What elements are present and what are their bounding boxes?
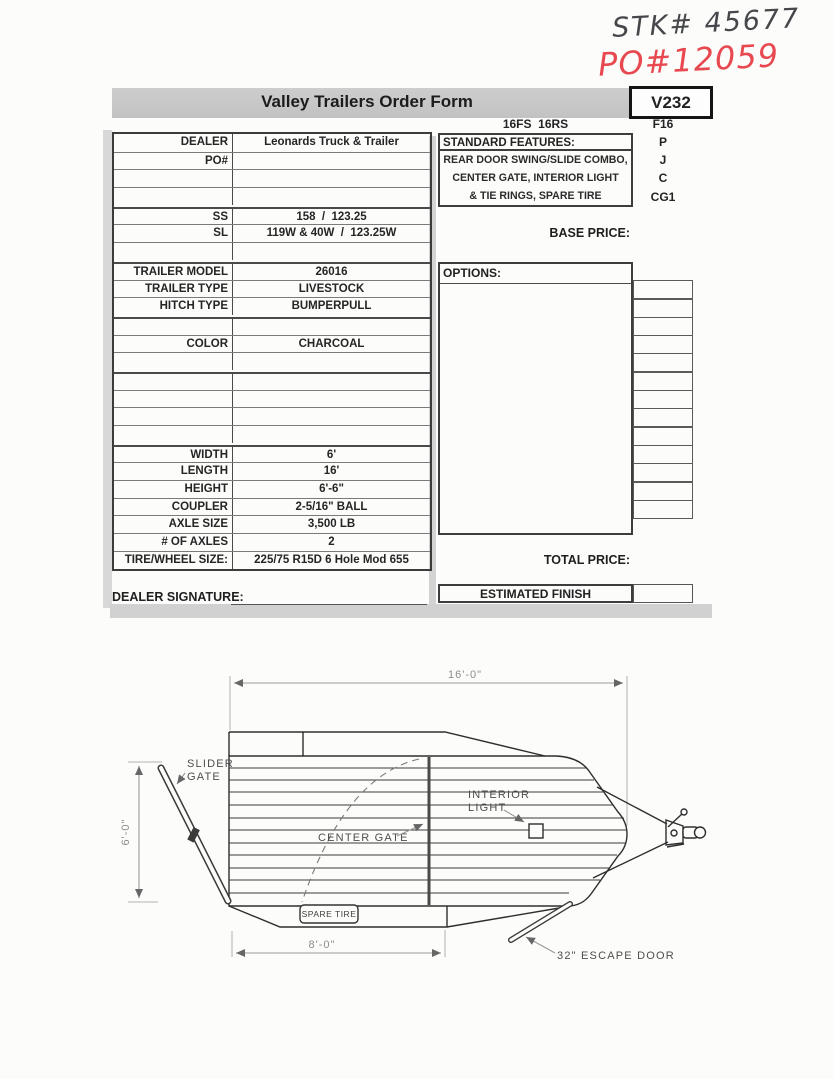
handwritten-po-number: PO#12059 [597, 36, 780, 84]
interior-light-label-2: LIGHT [468, 802, 507, 814]
submodel-codes: 16FS 16RS [502, 117, 569, 131]
row-value: BUMPERPULL [291, 300, 372, 313]
row-value [233, 353, 430, 370]
row-value: 6' [326, 448, 337, 461]
table-row [114, 551, 430, 569]
row-value: 158 / 123.25 [296, 210, 367, 223]
center-gate-callout [318, 824, 423, 844]
row-label: WIDTH [114, 447, 233, 463]
row-label: DEALER [114, 134, 233, 152]
table-row [114, 407, 430, 425]
standard-features-box [438, 133, 633, 207]
option-price-cell [633, 353, 693, 373]
row-value: 119W & 40W / 123.25W [266, 227, 397, 240]
feature-codes-column [633, 135, 693, 208]
feature-code: C [658, 171, 668, 186]
jack-plate-hole [671, 830, 677, 836]
row-value: 2-5/16" BALL [295, 500, 368, 513]
table-row [114, 224, 430, 242]
table-row [114, 187, 430, 205]
row-label [114, 391, 233, 408]
row-value [233, 391, 430, 408]
table-row [114, 335, 430, 353]
table-row [114, 134, 430, 152]
row-label: # OF AXLES [114, 534, 233, 551]
feature-line: & TIE RINGS, SPARE TIRE [469, 190, 602, 202]
row-label [114, 374, 233, 390]
model-code-box: V232 [629, 86, 713, 119]
slider-gate-label-1: SLIDER [187, 758, 234, 770]
row-value [233, 426, 430, 443]
table-row [114, 262, 430, 280]
row-value [233, 408, 430, 425]
page-title: Valley Trailers Order Form [261, 92, 473, 111]
scan-shadow-bottom [110, 604, 712, 618]
length-dim-text: 16'-0" [447, 669, 483, 681]
escape-door-label: 32" ESCAPE DOOR [557, 950, 675, 962]
row-label [114, 170, 233, 187]
row-label [114, 353, 233, 370]
interior-light-label-1: INTERIOR [468, 789, 531, 801]
row-label [114, 426, 233, 443]
row-label: PO# [114, 153, 233, 170]
feature-line: REAR DOOR SWING/SLIDE COMBO, [443, 154, 628, 166]
row-label: AXLE SIZE [114, 516, 233, 533]
spare-tire-label: SPARE TIRE [301, 909, 357, 919]
table-row [114, 372, 430, 390]
options-box [438, 262, 633, 535]
option-price-cell [633, 500, 693, 520]
interior-light-marker [529, 824, 543, 838]
center-gate-label: CENTER GATE [318, 832, 409, 844]
table-row [114, 445, 430, 463]
option-price-cell [633, 371, 693, 391]
row-value: 26016 [315, 265, 348, 278]
feature-code: J [659, 153, 667, 168]
row-label: COUPLER [114, 499, 233, 516]
row-value: 2 [328, 536, 335, 549]
option-price-cell [633, 335, 693, 355]
row-label: TRAILER MODEL [114, 264, 233, 280]
row-value [233, 153, 430, 170]
table-row [114, 425, 430, 443]
rear-section-dim-text: 8'-0" [308, 939, 336, 951]
spec-table [112, 132, 432, 571]
option-price-cell [633, 317, 693, 337]
slider-gate-label-2: GATE [187, 771, 221, 783]
option-price-cell [633, 426, 693, 446]
row-label: SS [114, 209, 233, 225]
row-label [114, 188, 233, 205]
scan-shadow-left [103, 130, 112, 608]
table-row [114, 352, 430, 370]
option-price-cell [633, 408, 693, 428]
height-dimension [120, 762, 162, 902]
option-price-column [633, 280, 693, 519]
standard-features-body [438, 151, 633, 207]
feature-code: CG1 [650, 189, 676, 204]
table-row [114, 297, 430, 315]
row-value [233, 374, 430, 390]
row-label: COLOR [114, 336, 233, 353]
height-dim-text: 6'-0" [120, 818, 132, 846]
row-value: CHARCOAL [298, 337, 365, 350]
submodel-code-f16: F16 [652, 117, 674, 131]
options-header: OPTIONS: [440, 264, 631, 284]
option-price-cell [633, 280, 693, 300]
base-price-label: BASE PRICE: [549, 226, 630, 240]
coupler-ball-socket [695, 827, 706, 838]
row-value: Leonards Truck & Trailer [264, 136, 399, 148]
table-row [114, 317, 430, 335]
table-row [114, 280, 430, 298]
estimated-finish-box: ESTIMATED FINISH [438, 584, 633, 603]
table-row [114, 462, 430, 480]
table-row [114, 390, 430, 408]
trailer-diagram [0, 640, 834, 1050]
option-price-cell [633, 445, 693, 465]
title-bar [112, 88, 712, 118]
row-label: TIRE/WHEEL SIZE: [114, 552, 233, 569]
row-value: LIVESTOCK [298, 282, 365, 295]
row-value [233, 243, 430, 260]
trailer-body [229, 732, 627, 906]
table-row [114, 533, 430, 551]
feature-code: P [658, 135, 667, 149]
table-row [114, 480, 430, 498]
trailer-skirt [229, 906, 571, 927]
table-row [114, 152, 430, 170]
jack-handle-knob [681, 809, 687, 815]
row-label: HEIGHT [114, 481, 233, 498]
dealer-signature-line [231, 604, 427, 605]
handwritten-stock-number: STK# 45677 [611, 3, 802, 44]
option-price-cell [633, 390, 693, 410]
row-value: 225/75 R15D 6 Hole Mod 655 [254, 553, 409, 566]
row-value [233, 188, 430, 205]
table-row [114, 515, 430, 533]
table-row [114, 207, 430, 225]
total-price-label: TOTAL PRICE: [543, 553, 630, 567]
option-price-cell [633, 481, 693, 501]
row-value: 3,500 LB [307, 518, 356, 531]
table-row [114, 498, 430, 516]
row-label [114, 243, 233, 260]
row-value [233, 319, 430, 335]
feature-line: CENTER GATE, INTERIOR LIGHT [452, 172, 619, 184]
option-price-cell [633, 463, 693, 483]
table-row [114, 242, 430, 260]
dealer-signature-label: DEALER SIGNATURE: [112, 590, 244, 604]
row-label: TRAILER TYPE [114, 281, 233, 298]
rear-section-dimension [232, 930, 445, 957]
table-row [114, 169, 430, 187]
option-price-cell [633, 298, 693, 318]
slider-gate [161, 758, 234, 901]
row-label: LENGTH [114, 463, 233, 480]
row-label: HITCH TYPE [114, 298, 233, 315]
row-value: 16' [323, 465, 340, 478]
row-value [233, 170, 430, 187]
row-label [114, 408, 233, 425]
row-value: 6'-6" [319, 483, 344, 496]
standard-features-header: STANDARD FEATURES: [438, 133, 633, 151]
estimated-finish-cell [633, 584, 693, 603]
spare-tire-callout [300, 905, 358, 923]
row-label [114, 319, 233, 335]
row-label: SL [114, 225, 233, 242]
